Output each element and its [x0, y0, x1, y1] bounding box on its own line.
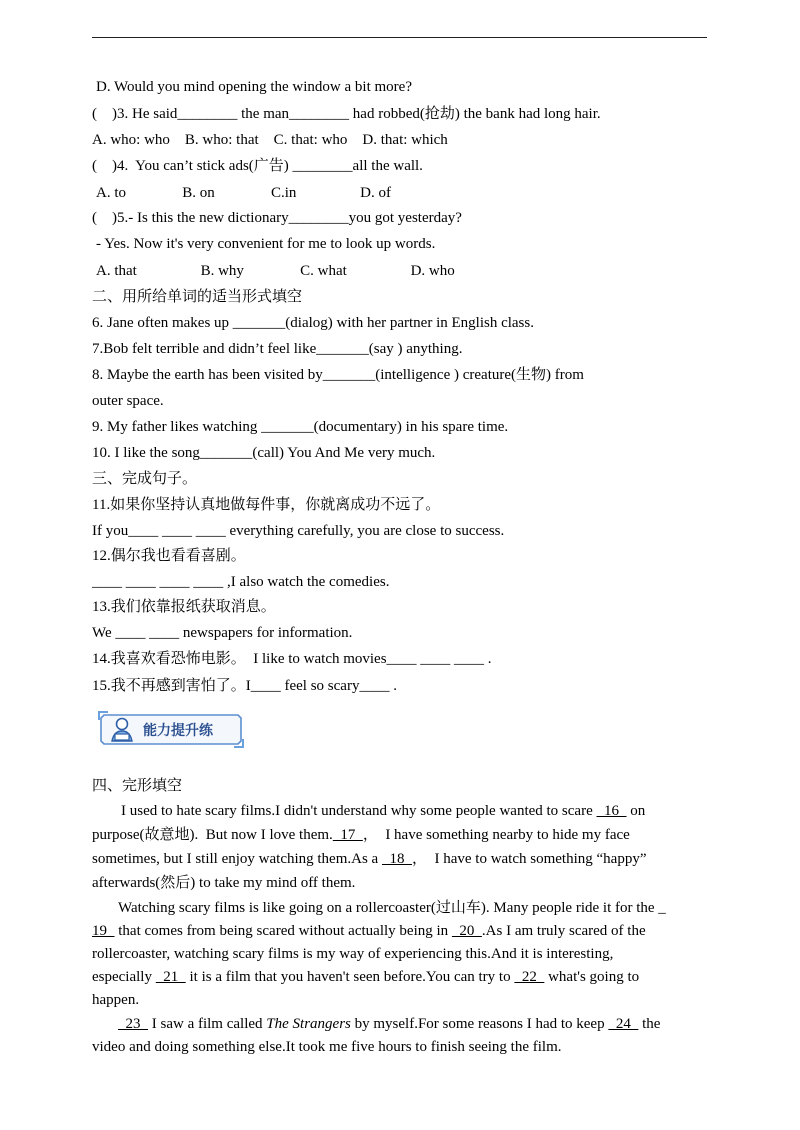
- blank-22: 22: [514, 969, 545, 985]
- passage-p3-line-2: video and doing something else.It took me five hours to finish seeing the film.: [92, 1039, 562, 1055]
- blank-24: 24: [608, 1016, 639, 1032]
- section-4-heading: 四、完形填空: [92, 778, 183, 794]
- passage-p2-line-5: happen.: [92, 992, 140, 1008]
- ability-practice-badge: [98, 707, 244, 751]
- question-11-english: If you____ ____ ____ everything carefully, you are close to success.: [92, 523, 505, 539]
- question-9: 9. My father likes watching _______(documentary) in his spare time.: [92, 419, 509, 435]
- passage-p2-line-3: rollercoaster, watching scary films is my way of experiencing this.And it is interesting,: [92, 946, 614, 962]
- question-5: ( )5.- Is this the new dictionary________you got yesterday?: [92, 210, 462, 226]
- passage-p1-line-4: afterwards(然后) to take my mind off them.: [92, 875, 356, 891]
- question-8-line-1: 8. Maybe the earth has been visited by_______(intelligence ) creature(生物) from: [92, 367, 584, 383]
- header-rule: [92, 37, 707, 38]
- question-5-options: A. that B. why C. what D. who: [96, 263, 455, 279]
- question-13-chinese: 13.我们依靠报纸获取消息。: [92, 599, 276, 615]
- question-14: 14.我喜欢看恐怖电影。 I like to watch movies____ ____ ____ .: [92, 651, 492, 667]
- blank-18: 18: [381, 851, 412, 867]
- section-2-heading: 二、用所给单词的适当形式填空: [92, 289, 303, 305]
- passage-p2-line-4: especially 21 it is a film that you haven't seen before.You can try to 22 what's going to: [92, 969, 640, 985]
- question-4: ( )4. You can’t stick ads(广告) ________all the wall.: [92, 158, 423, 174]
- question-7: 7.Bob felt terrible and didn’t feel like_______(say ) anything.: [92, 341, 463, 357]
- passage-p2-line-1: Watching scary films is like going on a rollercoaster(过山车). Many people ride it for the _: [118, 900, 666, 916]
- question-13-english: We ____ ____ newspapers for information.: [92, 625, 353, 641]
- option-d-line: D. Would you mind opening the window a bit more?: [96, 79, 412, 95]
- passage-p1-line-2: purpose(故意地). But now I love them. 17 ， I have something nearby to hide my face: [92, 827, 630, 843]
- passage-p3-line-1: 23 I saw a film called The Strangers by myself.For some reasons I had to keep 24 the: [118, 1016, 661, 1032]
- question-3: ( )3. He said________ the man________ had robbed(抢劫) the bank had long hair.: [92, 106, 601, 122]
- question-3-options: A. who: who B. who: that C. that: who D. that: which: [92, 132, 448, 148]
- badge-label: 能力提升练: [143, 723, 213, 739]
- question-11-chinese: 11.如果你坚持认真地做每件事，你就离成功不远了。: [92, 497, 441, 513]
- question-12-chinese: 12.偶尔我也看看喜剧。: [92, 548, 246, 564]
- blank-16: 16: [596, 803, 627, 819]
- question-4-options: A. to B. on C.in D. of: [96, 185, 392, 201]
- blank-20: 20: [451, 923, 482, 939]
- film-title: The Strangers: [266, 1016, 351, 1032]
- passage-p1-line-1: I used to hate scary films.I didn't understand why some people wanted to scare 16 on: [121, 803, 646, 819]
- question-5-answer-line: - Yes. Now it's very convenient for me to look up words.: [96, 236, 436, 252]
- section-3-heading: 三、完成句子。: [92, 471, 198, 487]
- blank-19: 19: [92, 923, 115, 939]
- blank-17: 17: [332, 827, 363, 843]
- question-15: 15.我不再感到害怕了。I____ feel so scary____ .: [92, 678, 397, 694]
- blank-21: 21: [155, 969, 186, 985]
- question-8-line-2: outer space.: [92, 393, 164, 409]
- passage-p2-line-2: 19 that comes from being scared without actually being in 20 .As I am truly scared of the: [92, 923, 646, 939]
- passage-p1-line-3: sometimes, but I still enjoy watching them.As a 18 ， I have to watch something “happy”: [92, 851, 647, 867]
- question-12-english: ____ ____ ____ ____ ,I also watch the comedies.: [92, 574, 390, 590]
- question-10: 10. I like the song_______(call) You And Me very much.: [92, 445, 436, 461]
- question-6: 6. Jane often makes up _______(dialog) with her partner in English class.: [92, 315, 534, 331]
- blank-23: 23: [118, 1016, 148, 1032]
